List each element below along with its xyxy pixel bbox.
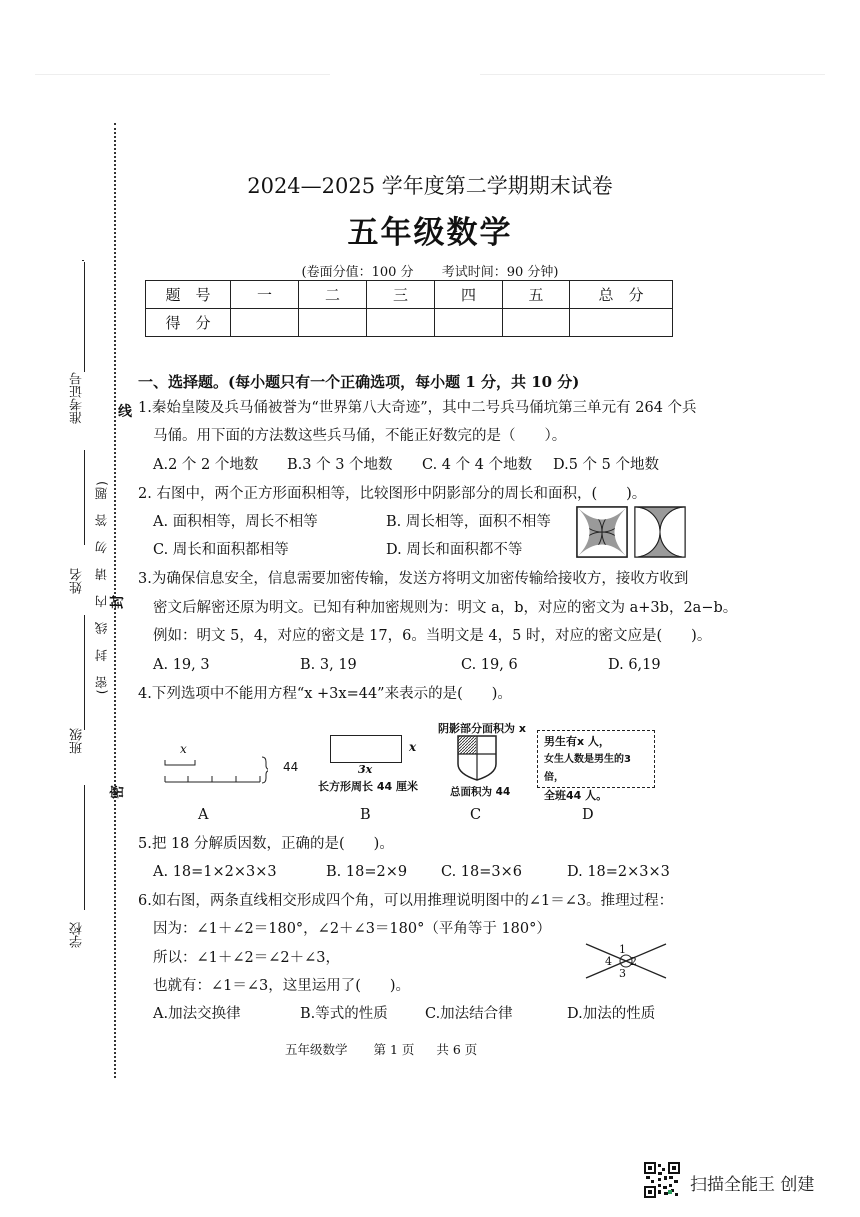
col-total: 总 分 (570, 281, 673, 309)
q4-line1: 4.下列选项中不能用方程“x +3x=44”来表示的是( )。 (138, 686, 512, 702)
q4d-line3: 全班44 人。 (544, 789, 608, 802)
q4a-x: x (180, 742, 187, 756)
score-cell[interactable] (299, 309, 367, 337)
q5-option-d[interactable]: D. 18=2×3×3 (567, 864, 670, 880)
q4d-box (537, 730, 655, 802)
q1-line2: 马俑。用下面的方法数这些兵马俑，不能正好数完的是（ ）。 (153, 428, 567, 444)
q2-line1: 2. 右图中，两个正方形面积相等，比较图形中阴影部分的周长和面积，( )。 (138, 486, 647, 502)
footer-total: 共 6 页 (436, 1042, 478, 1057)
q2-option-d[interactable]: D. 周长和面积都不等 (386, 542, 523, 558)
q3-option-a[interactable]: A. 19, 3 (153, 657, 210, 673)
top-rule (35, 74, 330, 75)
q4b-label[interactable]: B (360, 807, 371, 823)
q6-option-b[interactable]: B.等式的性质 (300, 1006, 388, 1022)
q2-option-b[interactable]: B. 周长相等，面积不相等 (386, 514, 551, 530)
q3-option-b[interactable]: B. 3, 19 (300, 657, 357, 673)
q5-line1: 5.把 18 分解质因数，正确的是( )。 (138, 836, 394, 852)
q3-option-d[interactable]: D. 6,19 (608, 657, 661, 673)
q6-option-d[interactable]: D.加法的性质 (567, 1006, 656, 1022)
q4a-label[interactable]: A (198, 807, 209, 823)
q4b-caption: 长方形周长 44 厘米 (318, 780, 418, 793)
q1-option-d[interactable]: D.5 个 5 个地数 (553, 457, 659, 473)
school-field[interactable] (84, 785, 85, 910)
exam-title: 2024—2025 学年度第二学期期末试卷 (247, 174, 613, 198)
col-3: 三 (367, 281, 435, 309)
col-1: 一 (231, 281, 299, 309)
exam-subject: 五年级数学 (347, 215, 513, 251)
q6-angle-4: 4 (605, 955, 612, 968)
q5-option-a[interactable]: A. 18=1×2×3×3 (153, 864, 277, 880)
q3-line1: 3.为确保信息安全，信息需要加密传输，发送方将明文加密传输给接收方，接收方收到 (138, 571, 689, 587)
q5-option-c[interactable]: C. 18=3×6 (441, 864, 522, 880)
col-4: 四 (435, 281, 503, 309)
q1-option-c[interactable]: C. 4 个 4 个地数 (422, 457, 533, 473)
row-label-score: 得 分 (146, 309, 231, 337)
q6-line4: 也就有：∠1＝∠3，这里运用了( )。 (153, 978, 411, 994)
q4c-shield (456, 734, 498, 782)
score-cell[interactable] (503, 309, 570, 337)
score-cell[interactable] (231, 309, 299, 337)
q3-line3: 例如：明文 5，4，对应的密文是 17，6。当明文是 4，5 时，对应的密文应是( )。 (153, 628, 712, 644)
page-footer (285, 1040, 477, 1058)
exam-time: 考试时间：90 分钟) (441, 265, 559, 280)
watermark-text: 扫描全能王 创建 (690, 1175, 815, 1195)
q1-line1: 1.秦始皇陵及兵马俑被誉为“世界第八大奇迹”，其中二号兵马俑坑第三单元有 264 个兵 (138, 400, 697, 416)
q6-option-c[interactable]: C.加法结合律 (425, 1006, 513, 1022)
q6-angle-2: 2 (630, 955, 637, 968)
score-table (145, 280, 673, 337)
q3-line2: 密文后解密还原为明文。已知有种加密规则为：明文 a，b，对应的密文为 a+3b，2a−b。 (153, 600, 738, 616)
seal-char-3: 密 (110, 785, 126, 799)
score-cell[interactable] (570, 309, 673, 337)
q6-option-a[interactable]: A.加法交换律 (153, 1006, 241, 1022)
q1-option-a[interactable]: A.2 个 2 个地数 (153, 457, 259, 473)
q4d-line1: 男生有x 人， (544, 735, 610, 748)
score-total: (卷面分值：100 分 (301, 265, 414, 280)
q6-line1: 6.如右图，两条直线相交形成四个角，可以用推理说明图中的∠1＝∠3。推理过程： (138, 893, 674, 909)
section-heading: 一、选择题。(每小题只有一个正确选项，每小题 1 分，共 10 分) (138, 373, 580, 391)
seal-char-2: 封 (110, 595, 126, 609)
q4c-top: 阴影部分面积为 x (438, 722, 526, 735)
score-cell[interactable] (367, 309, 435, 337)
q4b-bottom: 3x (358, 763, 373, 776)
exam-meta (0, 261, 860, 280)
q4b-x: x (409, 740, 417, 754)
seal-char-1: 线 (118, 404, 132, 420)
footer-subject: 五年级数学 (285, 1042, 348, 1057)
q2-option-a[interactable]: A. 面积相等，周长不相等 (153, 514, 318, 530)
q6-angle-3: 3 (619, 967, 626, 980)
q4c-bottom: 总面积为 44 (450, 786, 511, 798)
q4c-label[interactable]: C (470, 807, 482, 823)
q3-option-c[interactable]: C. 19, 6 (461, 657, 518, 673)
class-label: 班级 (70, 728, 85, 754)
row-label-question: 题 号 (146, 281, 231, 309)
q4d-label[interactable]: D (582, 807, 594, 823)
qr-code-icon (644, 1162, 680, 1198)
name-label: 姓名 (70, 568, 85, 594)
q4a-value: 44 (283, 760, 299, 774)
top-rule-right (480, 74, 825, 75)
exam-id-label: 准考证号 (70, 372, 85, 424)
class-field[interactable] (84, 615, 85, 730)
q5-option-b[interactable]: B. 18=2×9 (326, 864, 408, 880)
q6-line2: 因为：∠1＋∠2＝180°，∠2＋∠3＝180°（平角等于 180°） (153, 921, 551, 937)
q4b-rect (330, 735, 402, 763)
col-5: 五 (503, 281, 570, 309)
seal-notice: (密 封 线 内 请 勿 答 题) (94, 480, 109, 695)
col-2: 二 (299, 281, 367, 309)
school-label: 学校 (70, 922, 85, 948)
q2-squares-figure (576, 506, 688, 558)
q4-figure-a (158, 752, 268, 790)
q6-angle-figure (580, 940, 672, 982)
q1-option-b[interactable]: B.3 个 3 个地数 (287, 457, 393, 473)
score-cell[interactable] (435, 309, 503, 337)
q4d-line2: 女生人数是男生的3 倍， (544, 754, 631, 783)
q6-angle-1: 1 (619, 943, 626, 956)
q6-line3: 所以：∠1＋∠2＝∠2＋∠3， (153, 950, 340, 966)
name-field[interactable] (84, 450, 85, 545)
q2-option-c[interactable]: C. 周长和面积都相等 (153, 542, 289, 558)
footer-page: 第 1 页 (373, 1042, 415, 1057)
